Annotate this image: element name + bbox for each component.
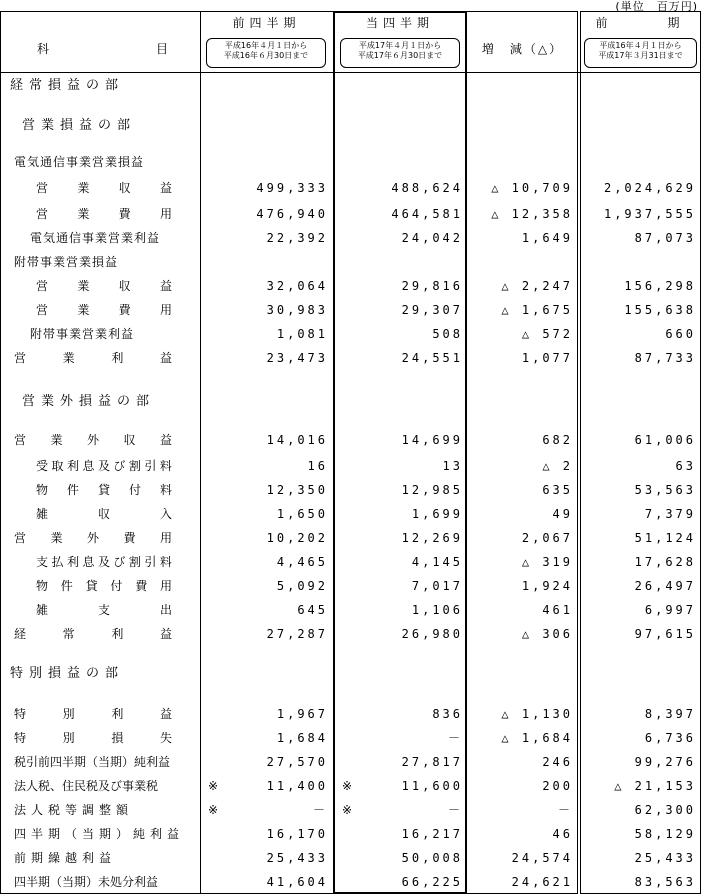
change-value: △ 10,709 [491, 181, 573, 195]
row-label: 雑 収 入 [36, 507, 172, 521]
prior-year-value: 87,073 [634, 231, 696, 245]
prior-year-value: 58,129 [634, 827, 696, 841]
row-label: 営 業 外 費 用 [14, 531, 172, 545]
change-value: △ 1,130 [501, 707, 573, 721]
prev-quarter-value: 41,604 [266, 875, 328, 889]
row-label: 営業外損益の部 [22, 394, 156, 409]
row-label: 四半期（当期）未処分利益 [14, 875, 159, 889]
prior-year-value: 6,997 [644, 603, 696, 617]
curr-quarter-value: － [447, 803, 463, 817]
prev-quarter-value: 1,967 [276, 707, 328, 721]
row-label: 特 別 利 益 [14, 707, 172, 721]
table-row [0, 598, 701, 622]
row-label: 営業損益の部 [22, 118, 137, 133]
table-row [0, 870, 701, 894]
prior-year-value: 53,563 [634, 483, 696, 497]
change-value: △ 12,358 [491, 207, 573, 221]
table-row [0, 774, 701, 798]
row-label: 営 業 費 用 [36, 303, 172, 317]
change-value: △ 2 [542, 459, 573, 473]
row-label: 法人税等調整額 [14, 803, 134, 817]
change-value: 1,924 [521, 579, 573, 593]
change-value: △ 306 [521, 627, 573, 641]
table-row [0, 346, 701, 370]
curr-quarter-value: 836 [432, 707, 463, 721]
row-label: 特別損益の部 [10, 666, 125, 681]
change-value: 682 [542, 433, 573, 447]
row-label: 営 業 外 収 益 [14, 433, 172, 447]
change-value: △ 2,247 [501, 279, 573, 293]
prev-quarter-title: 前四半期 [232, 16, 301, 30]
curr-quarter-value: 24,551 [401, 351, 463, 365]
row-label: 電気通信事業営業損益 [14, 155, 145, 169]
change-value: 635 [542, 483, 573, 497]
prev-quarter-value: 16,170 [266, 827, 328, 841]
row-label: 物 件 貸 付 料 [36, 483, 172, 497]
unit-note: (単位 百万円) [615, 0, 698, 13]
prev-quarter-value: 499,333 [256, 181, 328, 195]
note-mark: ※ [342, 803, 353, 817]
prior-year-value: 1,937,555 [603, 207, 696, 221]
prior-year-value: 7,379 [644, 507, 696, 521]
curr-quarter-value: 27,817 [401, 755, 463, 769]
row-label: 法人税、住民税及び事業税 [14, 779, 159, 793]
change-value: △ 1,684 [501, 731, 573, 745]
curr-quarter-value: 1,699 [411, 507, 463, 521]
table-row [0, 798, 701, 822]
curr-quarter-value: 464,581 [391, 207, 463, 221]
table-row [0, 478, 701, 502]
row-label: 経常損益の部 [10, 78, 125, 93]
change-value: 246 [542, 755, 573, 769]
row-label: 物 件 貸 付 費 用 [36, 579, 172, 593]
prev-quarter-value: 16 [307, 459, 328, 473]
curr-quarter-value: 13 [442, 459, 463, 473]
prior-year-value: 8,397 [644, 707, 696, 721]
curr-quarter-value: － [447, 731, 463, 745]
curr-quarter-value: 24,042 [401, 231, 463, 245]
prev-quarter-value: 32,064 [266, 279, 328, 293]
prior-year-value: 660 [665, 327, 696, 341]
prev-quarter-value: 645 [297, 603, 328, 617]
row-label: 支 払 利 息 及 び 割 引 料 [36, 555, 172, 569]
prev-quarter-value: 1,081 [276, 327, 328, 341]
prior-year-value: 97,615 [634, 627, 696, 641]
row-label: 附帯事業営業損益 [14, 255, 119, 269]
prior-year-value: 2,024,629 [603, 181, 696, 195]
change-value: △ 572 [521, 327, 573, 341]
change-value: 2,067 [521, 531, 573, 545]
curr-quarter-value: 66,225 [401, 875, 463, 889]
row-label: 前期繰越利益 [14, 851, 117, 865]
prior-year-value: 87,733 [634, 351, 696, 365]
row-label: 営 業 収 益 [36, 181, 172, 195]
prev-quarter-value: 22,392 [266, 231, 328, 245]
curr-quarter-value: 7,017 [411, 579, 463, 593]
note-mark: ※ [342, 779, 353, 793]
table-row [0, 622, 701, 646]
row-label: 特 別 損 失 [14, 731, 172, 745]
prev-quarter-value: 1,684 [276, 731, 328, 745]
row-label: 営 業 収 益 [36, 279, 172, 293]
prev-quarter-value: 27,287 [266, 627, 328, 641]
row-label: 営 業 利 益 [14, 351, 172, 365]
prev-quarter-value: 25,433 [266, 851, 328, 865]
change-header: 増 減（△） [481, 42, 564, 56]
curr-quarter-value: 29,816 [401, 279, 463, 293]
prev-quarter-value: 11,400 [266, 779, 328, 793]
curr-quarter-value: 16,217 [401, 827, 463, 841]
subject-header: 科 目 [36, 42, 173, 56]
table-row [0, 454, 701, 478]
change-value: 461 [542, 603, 573, 617]
table-row [0, 702, 701, 726]
prior-year-value: 83,563 [634, 875, 696, 889]
prior-year-title: 前 期 [595, 16, 686, 30]
curr-quarter-value: 4,145 [411, 555, 463, 569]
curr-quarter-value: 14,699 [401, 433, 463, 447]
prior-year-value: 62,300 [634, 803, 696, 817]
table-row [0, 750, 701, 774]
prev-quarter-value: 12,350 [266, 483, 328, 497]
note-mark: ※ [208, 803, 219, 817]
prior-year-value: 51,124 [634, 531, 696, 545]
curr-quarter-value: 29,307 [401, 303, 463, 317]
prev-quarter-value: 14,016 [266, 433, 328, 447]
curr-quarter-value: 12,985 [401, 483, 463, 497]
curr-quarter-value: 488,624 [391, 181, 463, 195]
row-label: 電気通信事業営業利益 [30, 231, 161, 245]
change-value: 46 [552, 827, 573, 841]
change-value: △ 319 [521, 555, 573, 569]
table-row [0, 822, 701, 846]
change-value: 200 [542, 779, 573, 793]
curr-quarter-period: 平成17年４月１日から 平成17年６月30日まで [340, 38, 460, 68]
row-label: 四半期（当期）純利益 [14, 827, 185, 841]
table-row [0, 550, 701, 574]
table-row [0, 502, 701, 526]
prev-quarter-value: － [312, 803, 328, 817]
change-value: 24,621 [511, 875, 573, 889]
change-value: 1,077 [521, 351, 573, 365]
prev-quarter-value: 23,473 [266, 351, 328, 365]
curr-quarter-title: 当四半期 [365, 16, 434, 30]
table-row [0, 526, 701, 550]
row-label: 受 取 利 息 及 び 割 引 料 [36, 459, 172, 473]
change-value: 24,574 [511, 851, 573, 865]
prev-quarter-value: 5,092 [276, 579, 328, 593]
header-divider [0, 72, 701, 73]
prior-year-value: 17,628 [634, 555, 696, 569]
table-row [0, 274, 701, 298]
prev-quarter-value: 30,983 [266, 303, 328, 317]
change-value: 49 [552, 507, 573, 521]
prior-year-value: △ 21,153 [614, 779, 696, 793]
table-row [0, 390, 701, 414]
table-row [0, 150, 701, 174]
prev-quarter-value: 4,465 [276, 555, 328, 569]
prior-year-value: 155,638 [624, 303, 696, 317]
table-row [0, 662, 701, 686]
prev-quarter-value: 27,570 [266, 755, 328, 769]
table-row [0, 322, 701, 346]
change-value: △ 1,675 [501, 303, 573, 317]
prior-year-value: 99,276 [634, 755, 696, 769]
table-row [0, 846, 701, 870]
row-label: 経 常 利 益 [14, 627, 172, 641]
table-row [0, 726, 701, 750]
table-row [0, 202, 701, 226]
curr-quarter-value: 26,980 [401, 627, 463, 641]
row-label: 附帯事業営業利益 [30, 327, 135, 341]
prev-quarter-value: 1,650 [276, 507, 328, 521]
prior-year-value: 61,006 [634, 433, 696, 447]
row-label: 雑 支 出 [36, 603, 172, 617]
table-row [0, 574, 701, 598]
curr-quarter-value: 12,269 [401, 531, 463, 545]
change-value: － [557, 803, 573, 817]
prior-year-value: 26,497 [634, 579, 696, 593]
curr-quarter-value: 508 [432, 327, 463, 341]
table-row [0, 74, 701, 98]
prior-year-value: 6,736 [644, 731, 696, 745]
prev-quarter-period: 平成16年４月１日から 平成16年６月30日まで [206, 38, 326, 68]
row-label: 営 業 費 用 [36, 207, 172, 221]
prior-year-value: 63 [675, 459, 696, 473]
note-mark: ※ [208, 779, 219, 793]
prev-quarter-value: 476,940 [256, 207, 328, 221]
table-row [0, 250, 701, 274]
prev-quarter-value: 10,202 [266, 531, 328, 545]
prior-year-value: 25,433 [634, 851, 696, 865]
prior-year-period: 平成16年４月１日から 平成17年３月31日まで [584, 38, 697, 68]
curr-quarter-value: 1,106 [411, 603, 463, 617]
table-row [0, 176, 701, 200]
change-value: 1,649 [521, 231, 573, 245]
table-row [0, 428, 701, 452]
row-label: 税引前四半期（当期）純利益 [14, 755, 171, 769]
table-row [0, 298, 701, 322]
curr-quarter-value: 50,008 [401, 851, 463, 865]
table-row [0, 114, 701, 138]
table-row [0, 226, 701, 250]
curr-quarter-value: 11,600 [401, 779, 463, 793]
prior-year-value: 156,298 [624, 279, 696, 293]
